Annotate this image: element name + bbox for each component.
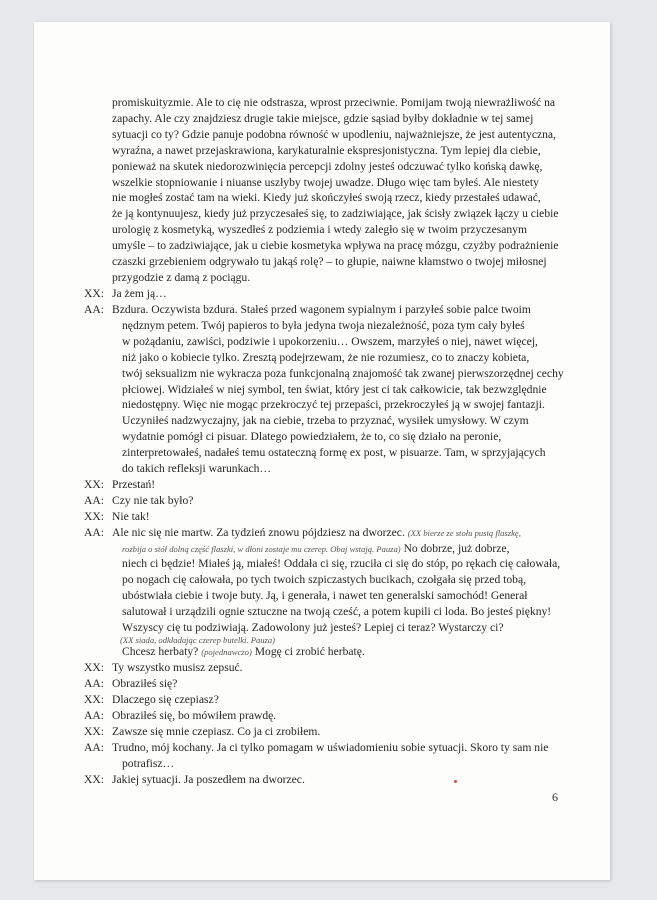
speech-line: ubóstwiała ciebie i twoje buty. Ją, i generała, i nawet ten generalski samochód! Generał	[122, 588, 528, 602]
text-line: sytuacji co ty? Gdzie panuje podobna równość w upodleniu, najważniejsze, że jest autentyczna,	[112, 127, 556, 141]
speaker-label: AA:	[84, 741, 104, 754]
speech-line: Obraziłeś się, bo mówiłem prawdę.	[112, 709, 277, 722]
dialogue-line	[84, 302, 564, 477]
speech-line: Nie tak!	[112, 510, 150, 523]
speaker-label: XX:	[84, 287, 104, 300]
speech-line: Wszyscy cię tu podziwiają. Zadowolony już jesteś? Lepiej ci teraz? Wystarczy ci?	[122, 620, 504, 634]
text-line: zapachy. Ale czy znajdziesz drugie takie miejsce, gdzie sąsiad byłby dokładnie w tej samej	[112, 111, 534, 125]
speaker-label: XX:	[84, 773, 104, 786]
speech-line: niedostępny. Więc nie mogąc przekroczyć tej przepaści, przekroczyłeś ją w swojej fantazji.	[122, 398, 545, 412]
speaker-label: XX:	[84, 478, 104, 491]
text-line: wszelkie stopniowanie i niuanse uszłyby twojej uwadze. Długo więc tam byłeś. Ale niestety	[112, 175, 539, 189]
text-line: promiskuityzmie. Ale to cię nie odstrasza, wprost przeciwnie. Pomijam twoją niewrażliwość na	[112, 96, 556, 109]
speech-line	[112, 542, 564, 556]
speech-line	[122, 644, 562, 661]
text-line: nie mogłeś zostać tam na wieki. Kiedy już skończyłeś swoją rzecz, kiedy przestałeś udawać,	[112, 191, 541, 205]
speech-line: salutował i urządzili ognie sztuczne na twoją cześć, a potem kupili ci loda. Bo jesteś piękny!	[122, 604, 552, 618]
speech-line: Uczyniłeś nadzwyczajny, jak na ciebie, trzeba to przyznać, wysiłek umysłowy. W czym	[122, 414, 529, 428]
speaker-label: AA:	[84, 677, 104, 690]
speech-line: niż jako o kobiecie tylko. Zresztą podejrzewam, że nie rozumiesz, co to znaczy kobieta,	[122, 350, 530, 364]
speaker-label: XX:	[84, 725, 104, 738]
speech-line: płciowej. Widziałeś w niej symbol, ten świat, który jest ci tak całkowicie, tak bezwzględnie	[122, 382, 547, 396]
stage-direction: rozbija o stół dolną część flaszki, w dłoni zostaje mu czerep. Obaj wstają. Pauza)	[122, 543, 401, 554]
text-line: przygodzie z damą z pociągu.	[112, 270, 251, 284]
text-line: czaszki grzebieniem odgrywało tu jakąś rolę? – to głupie, naiwne kłamstwo o twojej miłosnej	[112, 255, 547, 269]
speech-line: po nogach cię całowała, po tych twoich szpiczastych bucikach, czołgała się przed tobą,	[122, 572, 527, 586]
speech-line: w pożądaniu, zawiści, podziwie i upokorzeniu… Owszem, marzyłeś o niej, nawet więcej,	[122, 334, 538, 348]
dialogue-line	[84, 676, 564, 692]
speaker-label: XX:	[84, 510, 104, 523]
speaker-label: XX:	[84, 693, 104, 706]
dialogue-line	[84, 740, 564, 772]
dialogue-line	[84, 477, 564, 493]
speech-text: No dobrze, już dobrze,	[403, 541, 510, 555]
speech-line: Obraziłeś się?	[112, 677, 178, 690]
speech-line	[112, 525, 564, 542]
page-number: 6	[552, 790, 558, 804]
stage-direction: (pojednawczo)	[201, 647, 252, 657]
speech-line: twój seksualizm nie wykracza poza funkcjonalną znajomość tak zwanej pierwszorzędnej cechy	[122, 366, 564, 380]
text-line: urologię z kosmetyką, wyszedłeś z podziemia i wtedy zaległo się w twoim przyczesanym	[112, 223, 527, 237]
speech-line: Trudno, mój kochany. Ja ci tylko pomagam w uświadomieniu sobie sytuacji. Skoro ty sam nie	[112, 741, 549, 754]
speech-line: niech ci będzie! Miałeś ją, miałeś! Oddała ci się, rzuciła ci się do stóp, po rękach cię całowała,	[122, 556, 561, 570]
speech-line: Ja żem ją…	[112, 287, 167, 300]
text-line: że ją kontynuujesz, kiedy już przyczesałeś się, to zadziwiające, jak ścisły związek łączy u ciebie	[112, 207, 559, 221]
dialogue-line	[84, 708, 564, 724]
dialogue-line	[84, 772, 564, 788]
speech-text: Ale nic się nie martw. Za tydzień znowu pójdziesz na dworzec.	[112, 526, 405, 539]
dialogue-line	[84, 692, 564, 708]
speaker-label: AA:	[84, 526, 104, 539]
speech-text: Mogę ci zrobić herbatę.	[254, 645, 365, 658]
text-line: umyśle – to zadziwiające, jak u ciebie kosmetyka wpływa na pracę mózgu, czyżby podrażnienie	[112, 239, 559, 253]
speaker-label: XX:	[84, 661, 104, 674]
speaker-label: AA:	[84, 494, 104, 507]
dialogue-line	[84, 660, 564, 676]
speech-line: Zawsze się mnie czepiasz. Co ja ci zrobiłem.	[112, 725, 321, 738]
speech-line: zinterpretowałeś, nadałeś temu ostateczną formę ex post, w pisuarze. Tam, w sprzyjających	[122, 446, 546, 460]
dialogue-line	[84, 286, 564, 302]
speaker-label: AA:	[84, 709, 104, 722]
speech-line: Dlaczego się czepiasz?	[112, 693, 219, 706]
speech-text: Chcesz herbaty?	[122, 645, 199, 658]
speech-line: do takich refleksji warunkach…	[122, 462, 272, 476]
speech-line: potrafisz…	[122, 756, 175, 770]
dialogue-line	[84, 509, 564, 525]
speech-line: Ty wszystko musisz zepsuć.	[112, 661, 243, 674]
speech-line: wydatnie pomógł ci pisuar. Dlatego powiedziałem, że to, co się działo na peronie,	[122, 430, 502, 444]
text-line: ponieważ na skutek niedorozwinięcia percepcji zdolny jesteś odczuwać tylko końską dawkę,	[112, 159, 543, 173]
stage-direction: (XX siada, odkładając czerep butelki. Pauza)	[120, 635, 276, 645]
ink-dot	[454, 780, 457, 783]
speech-line: Jakiej sytuacji. Ja poszedłem na dworzec.	[112, 773, 305, 786]
speaker-label: AA:	[84, 303, 104, 316]
dialogue-line	[84, 724, 564, 740]
continuation-paragraph	[112, 95, 562, 286]
stage-direction: (XX bierze ze stołu pustą flaszkę,	[407, 528, 521, 538]
text-line: wyraźna, a nawet przejaskrawiona, karykaturalnie ekspresjonistyczna. Tym lepiej dla ciebie,	[112, 143, 541, 157]
speech-line: nędznym petem. Twój papieros to była jedyna twoja niezależność, poza tym cały byłeś	[122, 318, 525, 332]
document-page	[34, 22, 610, 880]
dialogue-line	[84, 525, 564, 635]
speech-line: Bzdura. Oczywista bzdura. Stałeś przed wagonem sypialnym i parzyłeś sobie palce twoim	[112, 303, 531, 316]
dialogue-line	[84, 493, 564, 509]
speech-line: Czy nie tak było?	[112, 494, 194, 507]
speech-line: Przestań!	[112, 478, 156, 491]
